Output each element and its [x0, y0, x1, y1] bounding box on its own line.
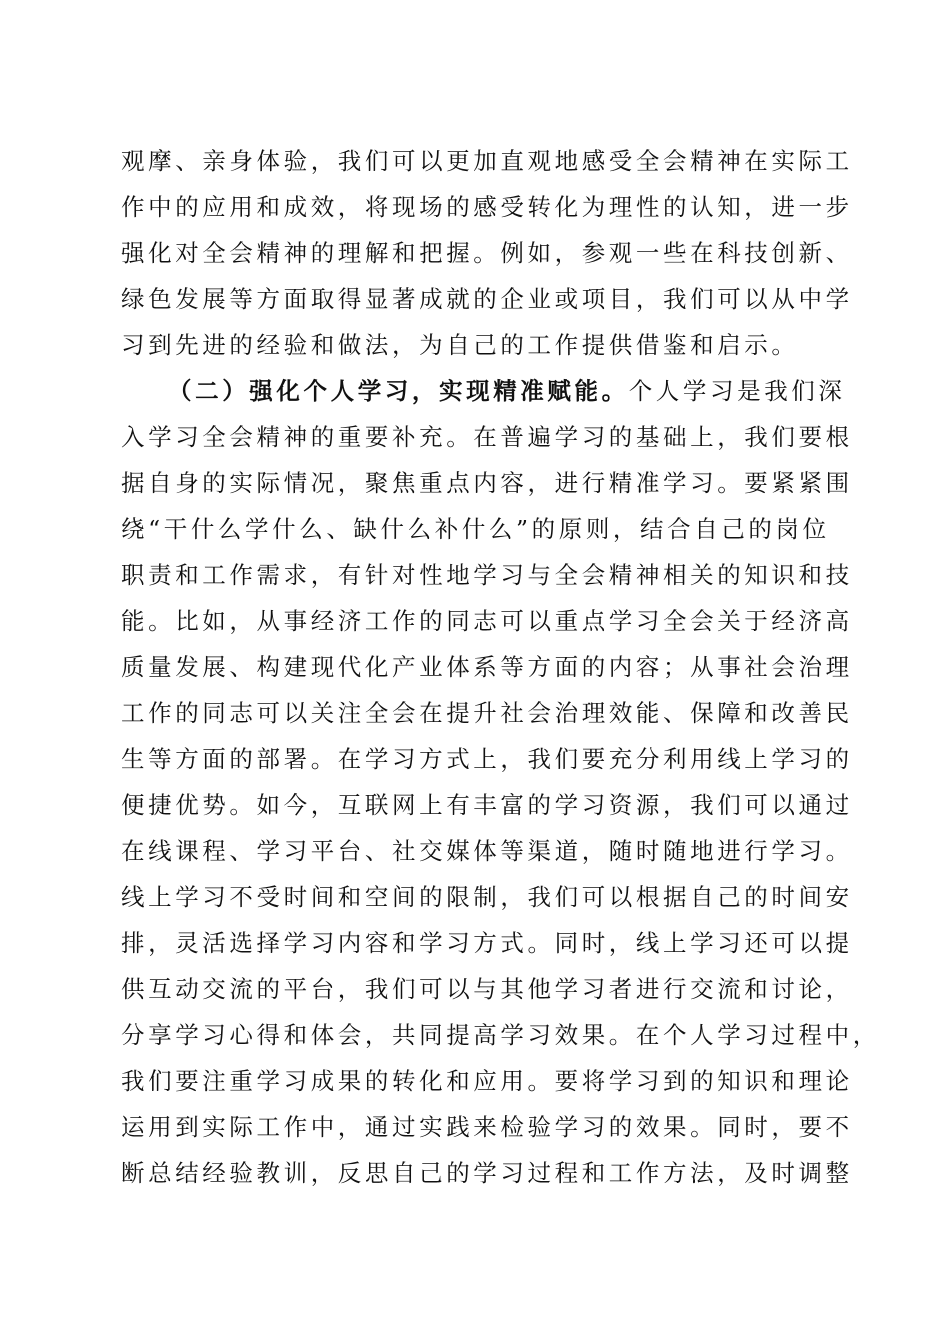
paragraph-line: 便捷优势。如今，互联网上有丰富的学习资源，我们可以通过 [121, 791, 853, 819]
paragraph-line: 绿色发展等方面取得显著成就的企业或项目，我们可以从中学 [121, 285, 853, 313]
paragraph-line: 质量发展、构建现代化产业体系等方面的内容；从事社会治理 [121, 653, 853, 681]
section-first-line-text: 个人学习是我们深 [628, 377, 846, 405]
section-heading-line [168, 368, 888, 414]
paragraph-line: 分享学习心得和体会，共同提高学习效果。在个人学习过程中， [121, 1021, 880, 1049]
paragraph-line: 作中的应用和成效，将现场的感受转化为理性的认知，进一步 [121, 193, 853, 221]
paragraph-line: 能。比如，从事经济工作的同志可以重点学习全会关于经济高 [121, 607, 853, 635]
paragraph-line: 生等方面的部署。在学习方式上，我们要充分利用线上学习的 [121, 745, 853, 773]
paragraph-line: 在线课程、学习平台、社交媒体等渠道，随时随地进行学习。 [121, 837, 853, 865]
paragraph-line: 线上学习不受时间和空间的限制，我们可以根据自己的时间安 [121, 883, 853, 911]
paragraph-line: 运用到实际工作中，通过实践来检验学习的效果。同时，要不 [121, 1113, 853, 1141]
paragraph-line: 强化对全会精神的理解和把握。例如，参观一些在科技创新、 [121, 239, 853, 267]
paragraph-line: 供互动交流的平台，我们可以与其他学习者进行交流和讨论， [121, 975, 853, 1003]
paragraph-line: 我们要注重学习成果的转化和应用。要将学习到的知识和理论 [121, 1067, 853, 1095]
paragraph-line: 据自身的实际情况，聚焦重点内容，进行精准学习。要紧紧围 [121, 469, 853, 497]
section-heading: （二）强化个人学习，实现精准赋能。 [168, 377, 629, 405]
paragraph-line: 观摩、亲身体验，我们可以更加直观地感受全会精神在实际工 [121, 147, 853, 175]
paragraph-line: 职责和工作需求，有针对性地学习与全会精神相关的知识和技 [121, 561, 853, 589]
paragraph-line: 习到先进的经验和做法，为自己的工作提供借鉴和启示。 [121, 331, 799, 359]
paragraph-line: 入学习全会精神的重要补充。在普遍学习的基础上，我们要根 [121, 423, 853, 451]
paragraph-line: 排，灵活选择学习内容和学习方式。同时，线上学习还可以提 [121, 929, 853, 957]
paragraph-line: 工作的同志可以关注全会在提升社会治理效能、保障和改善民 [121, 699, 853, 727]
paragraph-line: 绕“干什么学什么、缺什么补什么”的原则，结合自己的岗位 [121, 515, 830, 543]
paragraph-line: 断总结经验教训，反思自己的学习过程和工作方法，及时调整 [121, 1159, 853, 1187]
